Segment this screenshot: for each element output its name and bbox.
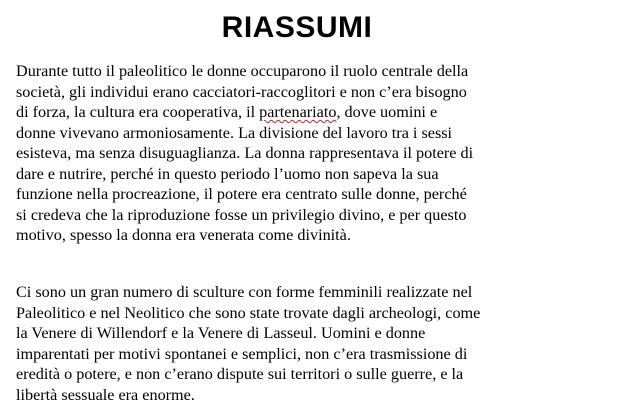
- paragraph-line: Ci sono un gran numero di sculture con forme femminili realizzate nel: [16, 283, 473, 301]
- paragraph-line: esisteva, ma senza disuguaglianza. La donna rappresentava il potere di: [16, 144, 474, 162]
- document-title: RIASSUMI: [221, 11, 373, 44]
- paragraph-line: Paleolitico e nel Neolitico che sono state trovate dagli archeologi, come: [16, 303, 481, 322]
- paragraph-line: imparentati per motivi spontanei e semplici, non c’era trasmissione di: [16, 344, 468, 363]
- paragraph-line: la Venere di Willendorf e la Venere di Lasseul. Uomini e donne: [16, 324, 426, 342]
- spellcheck-flagged-word[interactable]: partenariato: [259, 103, 337, 121]
- line-text-before: di forza, la cultura era cooperativa, il: [16, 103, 260, 121]
- paragraph-paleolithic-women: [16, 61, 616, 246]
- paragraph-line: si credeva che la riproduzione fosse un privilegio divino, e per questo: [16, 205, 467, 224]
- paragraph-line: libertà sessuale era enorme.: [16, 385, 195, 404]
- paragraph-sculptures: [16, 282, 616, 405]
- paragraph-line: eredità o potere, e non c’erano dispute sui territori o sulle guerre, e la: [16, 365, 464, 383]
- paragraph-line: motivo, spesso la donna era venerata come divinità.: [16, 226, 351, 244]
- paragraph-line: Durante tutto il paleolitico le donne occuparono il ruolo centrale della: [16, 62, 469, 80]
- paragraph-line: donne vivevano armoniosamente. La divisione del lavoro tra i sessi: [16, 123, 453, 142]
- paragraph-line: società, gli individui erano cacciatori-raccoglitori e non c’era bisogno: [16, 82, 467, 101]
- paragraph-line: funzione nella procreazione, il potere era centrato sulle donne, perché: [16, 185, 467, 203]
- line-text-after: , dove uomini e: [336, 103, 438, 121]
- paragraph-line: dare e nutrire, perché in questo periodo l’uomo non sapeva la sua: [16, 164, 439, 183]
- paragraph-line-with-spelling-flag: [16, 102, 616, 123]
